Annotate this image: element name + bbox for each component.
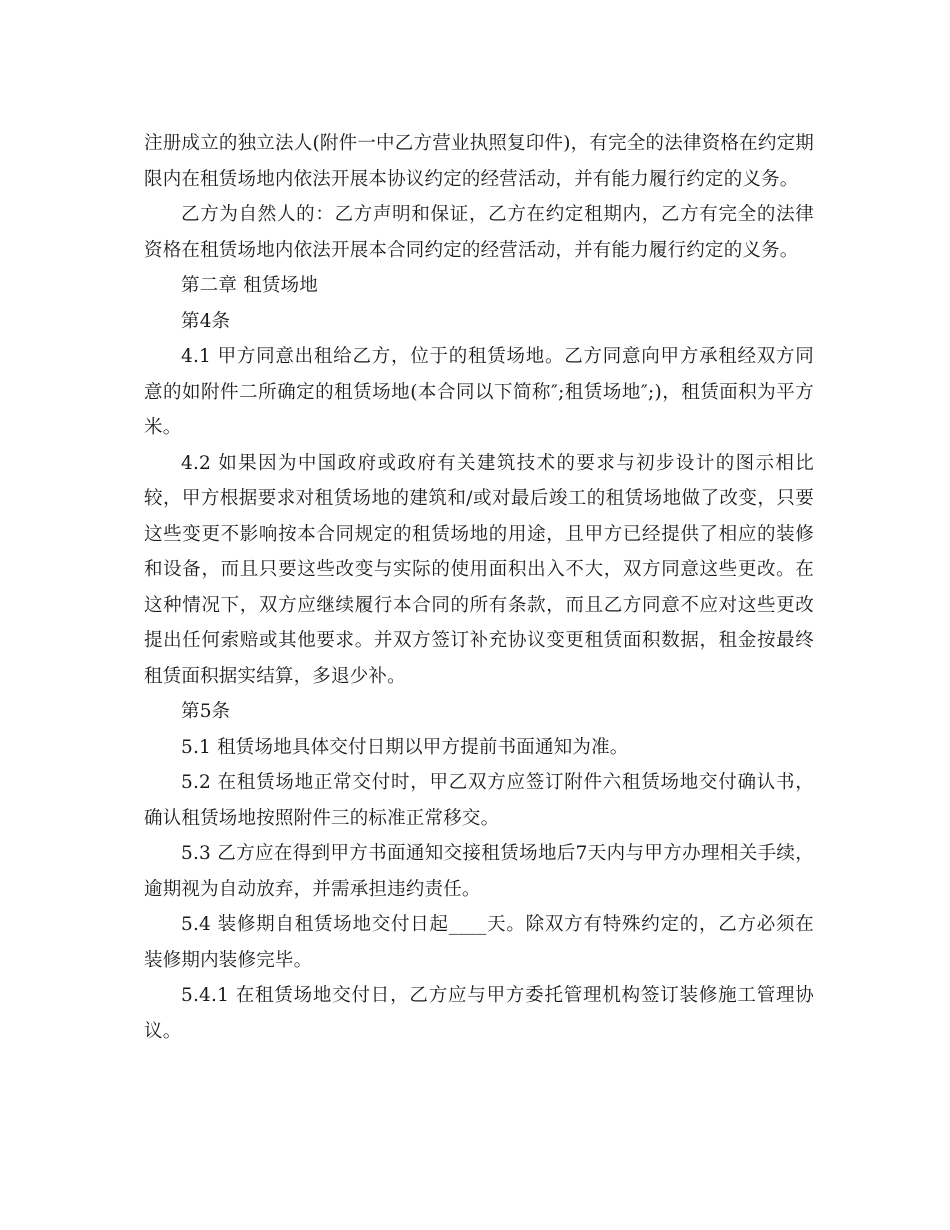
paragraph-natural-person: 乙方为自然人的：乙方声明和保证，乙方在约定租期内，乙方有完全的法律资格在租赁场地内依法开展本合同约定的经营活动，并有能力履行约定的义务。 — [144, 204, 814, 261]
article-4-heading: 第4条 — [181, 310, 231, 332]
clause-5-1: 5.1 租赁场地具体交付日期以甲方提前书面通知为准。 — [181, 736, 629, 758]
clause-5-3: 5.3 乙方应在得到甲方书面通知交接租赁场地后7天内与甲方办理相关手续，逾期视为自动放弃，并需承担违约责任。 — [144, 843, 814, 900]
clause-5-2: 5.2 在租赁场地正常交付时，甲乙双方应签订附件六租赁场地交付确认书，确认租赁场地按照附件三的标准正常移交。 — [144, 772, 814, 829]
clause-5-4-1: 5.4.1 在租赁场地交付日，乙方应与甲方委托管理机构签订装修施工管理协议。 — [144, 985, 814, 1042]
paragraph-legal-entity: 注册成立的独立法人(附件一中乙方营业执照复印件)，有完全的法律资格在约定期限内在租赁场地内依法开展本协议约定的经营活动，并有能力履行约定的义务。 — [144, 133, 814, 190]
clause-5-4: 5.4 装修期自租赁场地交付日起____天。除双方有特殊约定的，乙方必须在装修期内装修完毕。 — [144, 914, 814, 971]
clause-4-2: 4.2 如果因为中国政府或政府有关建筑技术的要求与初步设计的图示相比较，甲方根据要求对租赁场地的建筑和/或对最后竣工的租赁场地做了改变，只要这些变更不影响按本合同规定的租赁场地的用途，且甲方已经提供了相应的装修和设备，而且只要这些改变与实际的使用面积出入不大，双方同意这些更改。在这种情况下，双方应继续履行本合同的所有条款，而且乙方同意不应对这些更改提出任何索赔或其他要求。并双方签订补充协议变更租赁面积数据，租金按最终租赁面积据实结算，多退少补。 — [144, 452, 814, 687]
article-5-heading: 第5条 — [181, 701, 231, 722]
clause-4-1: 4.1 甲方同意出租给乙方，位于的租赁场地。乙方同意向甲方承租经双方同意的如附件二所确定的租赁场地(本合同以下简称″;租赁场地″;)，租赁面积为平方米。 — [144, 346, 814, 438]
chapter-heading: 第二章 租赁场地 — [181, 275, 318, 296]
document-body — [144, 126, 814, 1049]
